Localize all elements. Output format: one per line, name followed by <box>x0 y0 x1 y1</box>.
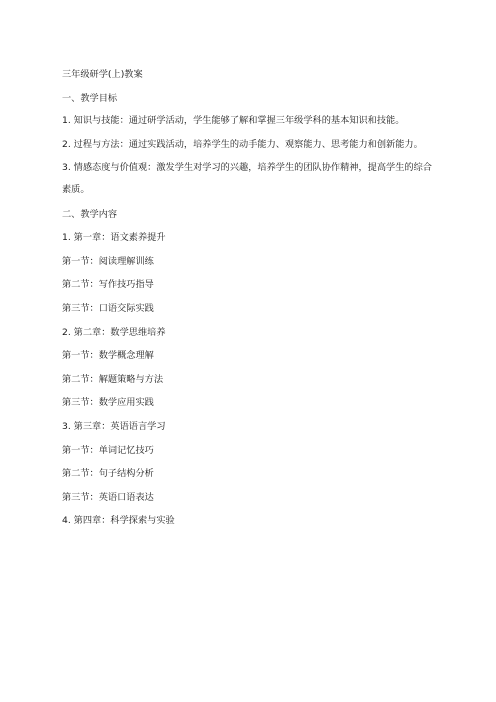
lesson-item: 第一节：单词记忆技巧 <box>62 444 154 456</box>
objective-item-1: 1. 知识与技能：通过研学活动，学生能够了解和掌握三年级学科的基本知识和技能。 <box>62 115 405 127</box>
document-body <box>62 63 438 533</box>
chapter-title: 1. 第一章：语文素养提升 <box>62 232 166 244</box>
lesson-item: 第三节：数学应用实践 <box>62 397 154 409</box>
chapter-title: 3. 第三章：英语语言学习 <box>62 420 166 432</box>
lesson-item: 第三节：口语交际实践 <box>62 302 154 314</box>
objective-item-2: 2. 过程与方法：通过实践活动，培养学生的动手能力、观察能力、思考能力和创新能力。 <box>62 138 423 150</box>
lesson-item: 第三节：英语口语表达 <box>62 491 154 503</box>
lesson-item: 第一节：数学概念理解 <box>62 350 154 362</box>
lesson-item: 第一节：阅读理解训练 <box>62 255 154 267</box>
chapter-title: 4. 第四章：科学探索与实验 <box>62 515 175 527</box>
lesson-item: 第二节：句子结构分析 <box>62 468 154 480</box>
document-title: 三年级研学(上)教案 <box>62 69 143 80</box>
lesson-item: 第二节：解题策略与方法 <box>62 373 164 385</box>
lesson-item: 第二节：写作技巧指导 <box>62 279 154 291</box>
section-heading-objectives: 一、教学目标 <box>62 92 118 104</box>
objective-item-3: 3. 情感态度与价值观：激发学生对学习的兴趣，培养学生的团队协作精神，提高学生的综合素质。 <box>62 162 432 195</box>
chapter-title: 2. 第二章：数学思维培养 <box>62 326 166 338</box>
section-heading-content: 二、教学内容 <box>62 208 118 220</box>
